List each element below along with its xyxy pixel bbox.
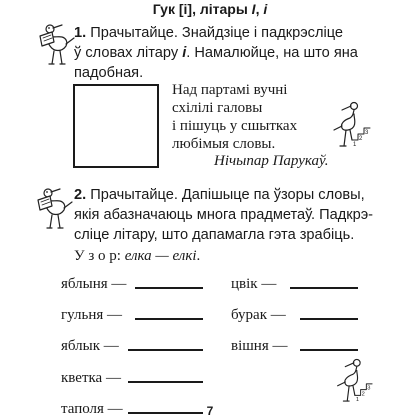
answer-blank[interactable] <box>290 287 358 289</box>
svg-text:3: 3 <box>367 385 371 392</box>
task2-line1-text: Прачытайце. Дапішыце па ўзоры словы, <box>86 187 365 203</box>
task2-line3: сліце літару, што дапамагла гэта зрабіць. <box>74 227 355 243</box>
pattern-label: У з о р: <box>74 248 125 264</box>
stork-on-stairs-icon-2 <box>330 356 374 406</box>
task1-line1-text: Прачытайце. Знайдзіце і падкрэсліце <box>86 25 344 41</box>
page-title <box>0 0 420 18</box>
svg-text:1: 1 <box>355 397 360 404</box>
stork-with-book-icon <box>38 22 78 68</box>
word-burak: бурак — <box>231 307 286 323</box>
answer-blank[interactable] <box>128 349 203 351</box>
task1-line2-end: . Намалюйце, на што яна <box>186 45 358 61</box>
task1-letter-i: і <box>182 45 187 61</box>
task2-number: 2. <box>74 187 87 203</box>
pattern-words: елка — елкі <box>124 248 197 264</box>
svg-text:2: 2 <box>361 391 365 398</box>
svg-text:1: 1 <box>353 142 357 148</box>
title-letter-upper: І <box>251 1 256 17</box>
poem-line-2: схілілі галовы <box>172 100 263 116</box>
title-comma: , <box>255 1 264 17</box>
title-prefix: Гук [і], літары <box>152 1 252 17</box>
task1-line3: падобная. <box>74 65 144 81</box>
page-number: 7 <box>206 404 214 418</box>
word-kvetka: кветка — <box>61 370 121 386</box>
task1-line1 <box>74 24 343 42</box>
task2-line1 <box>74 186 365 204</box>
svg-text:2: 2 <box>359 136 363 142</box>
pattern-example <box>74 246 200 266</box>
answer-blank[interactable] <box>135 318 203 320</box>
answer-blank[interactable] <box>128 381 203 383</box>
word-tsvik: цвік — <box>231 276 277 292</box>
word-vishnya: вішня — <box>231 338 288 354</box>
answer-blank[interactable] <box>135 287 203 289</box>
task1-number: 1. <box>74 25 87 41</box>
poem-line-3: і пішуць у сшытках <box>172 118 298 134</box>
task1-line2-start: ў словах літару <box>74 45 183 61</box>
stork-on-stairs-icon <box>326 100 372 150</box>
word-yablynya: яблыня — <box>61 276 127 292</box>
word-gulnya: гульня — <box>61 307 122 323</box>
svg-text:3: 3 <box>365 130 369 136</box>
pattern-end: . <box>196 248 201 264</box>
drawing-box <box>73 84 159 168</box>
word-yablyk: яблык — <box>61 338 119 354</box>
task2-line2: якія абазначаюць многа прадметаў. Падкрэ- <box>74 207 374 223</box>
word-topolya: таполя — <box>61 401 123 417</box>
poem-author: Нічыпар Парукаў. <box>214 153 329 169</box>
answer-blank[interactable] <box>300 318 358 320</box>
task1-line2 <box>74 44 358 62</box>
answer-blank[interactable] <box>300 349 358 351</box>
poem-line-4: любімыя словы. <box>172 136 276 152</box>
stork-with-book-icon-2 <box>36 186 76 232</box>
title-letter-lower: і <box>263 1 268 17</box>
poem-line-1: Над партамі вучні <box>172 82 288 98</box>
